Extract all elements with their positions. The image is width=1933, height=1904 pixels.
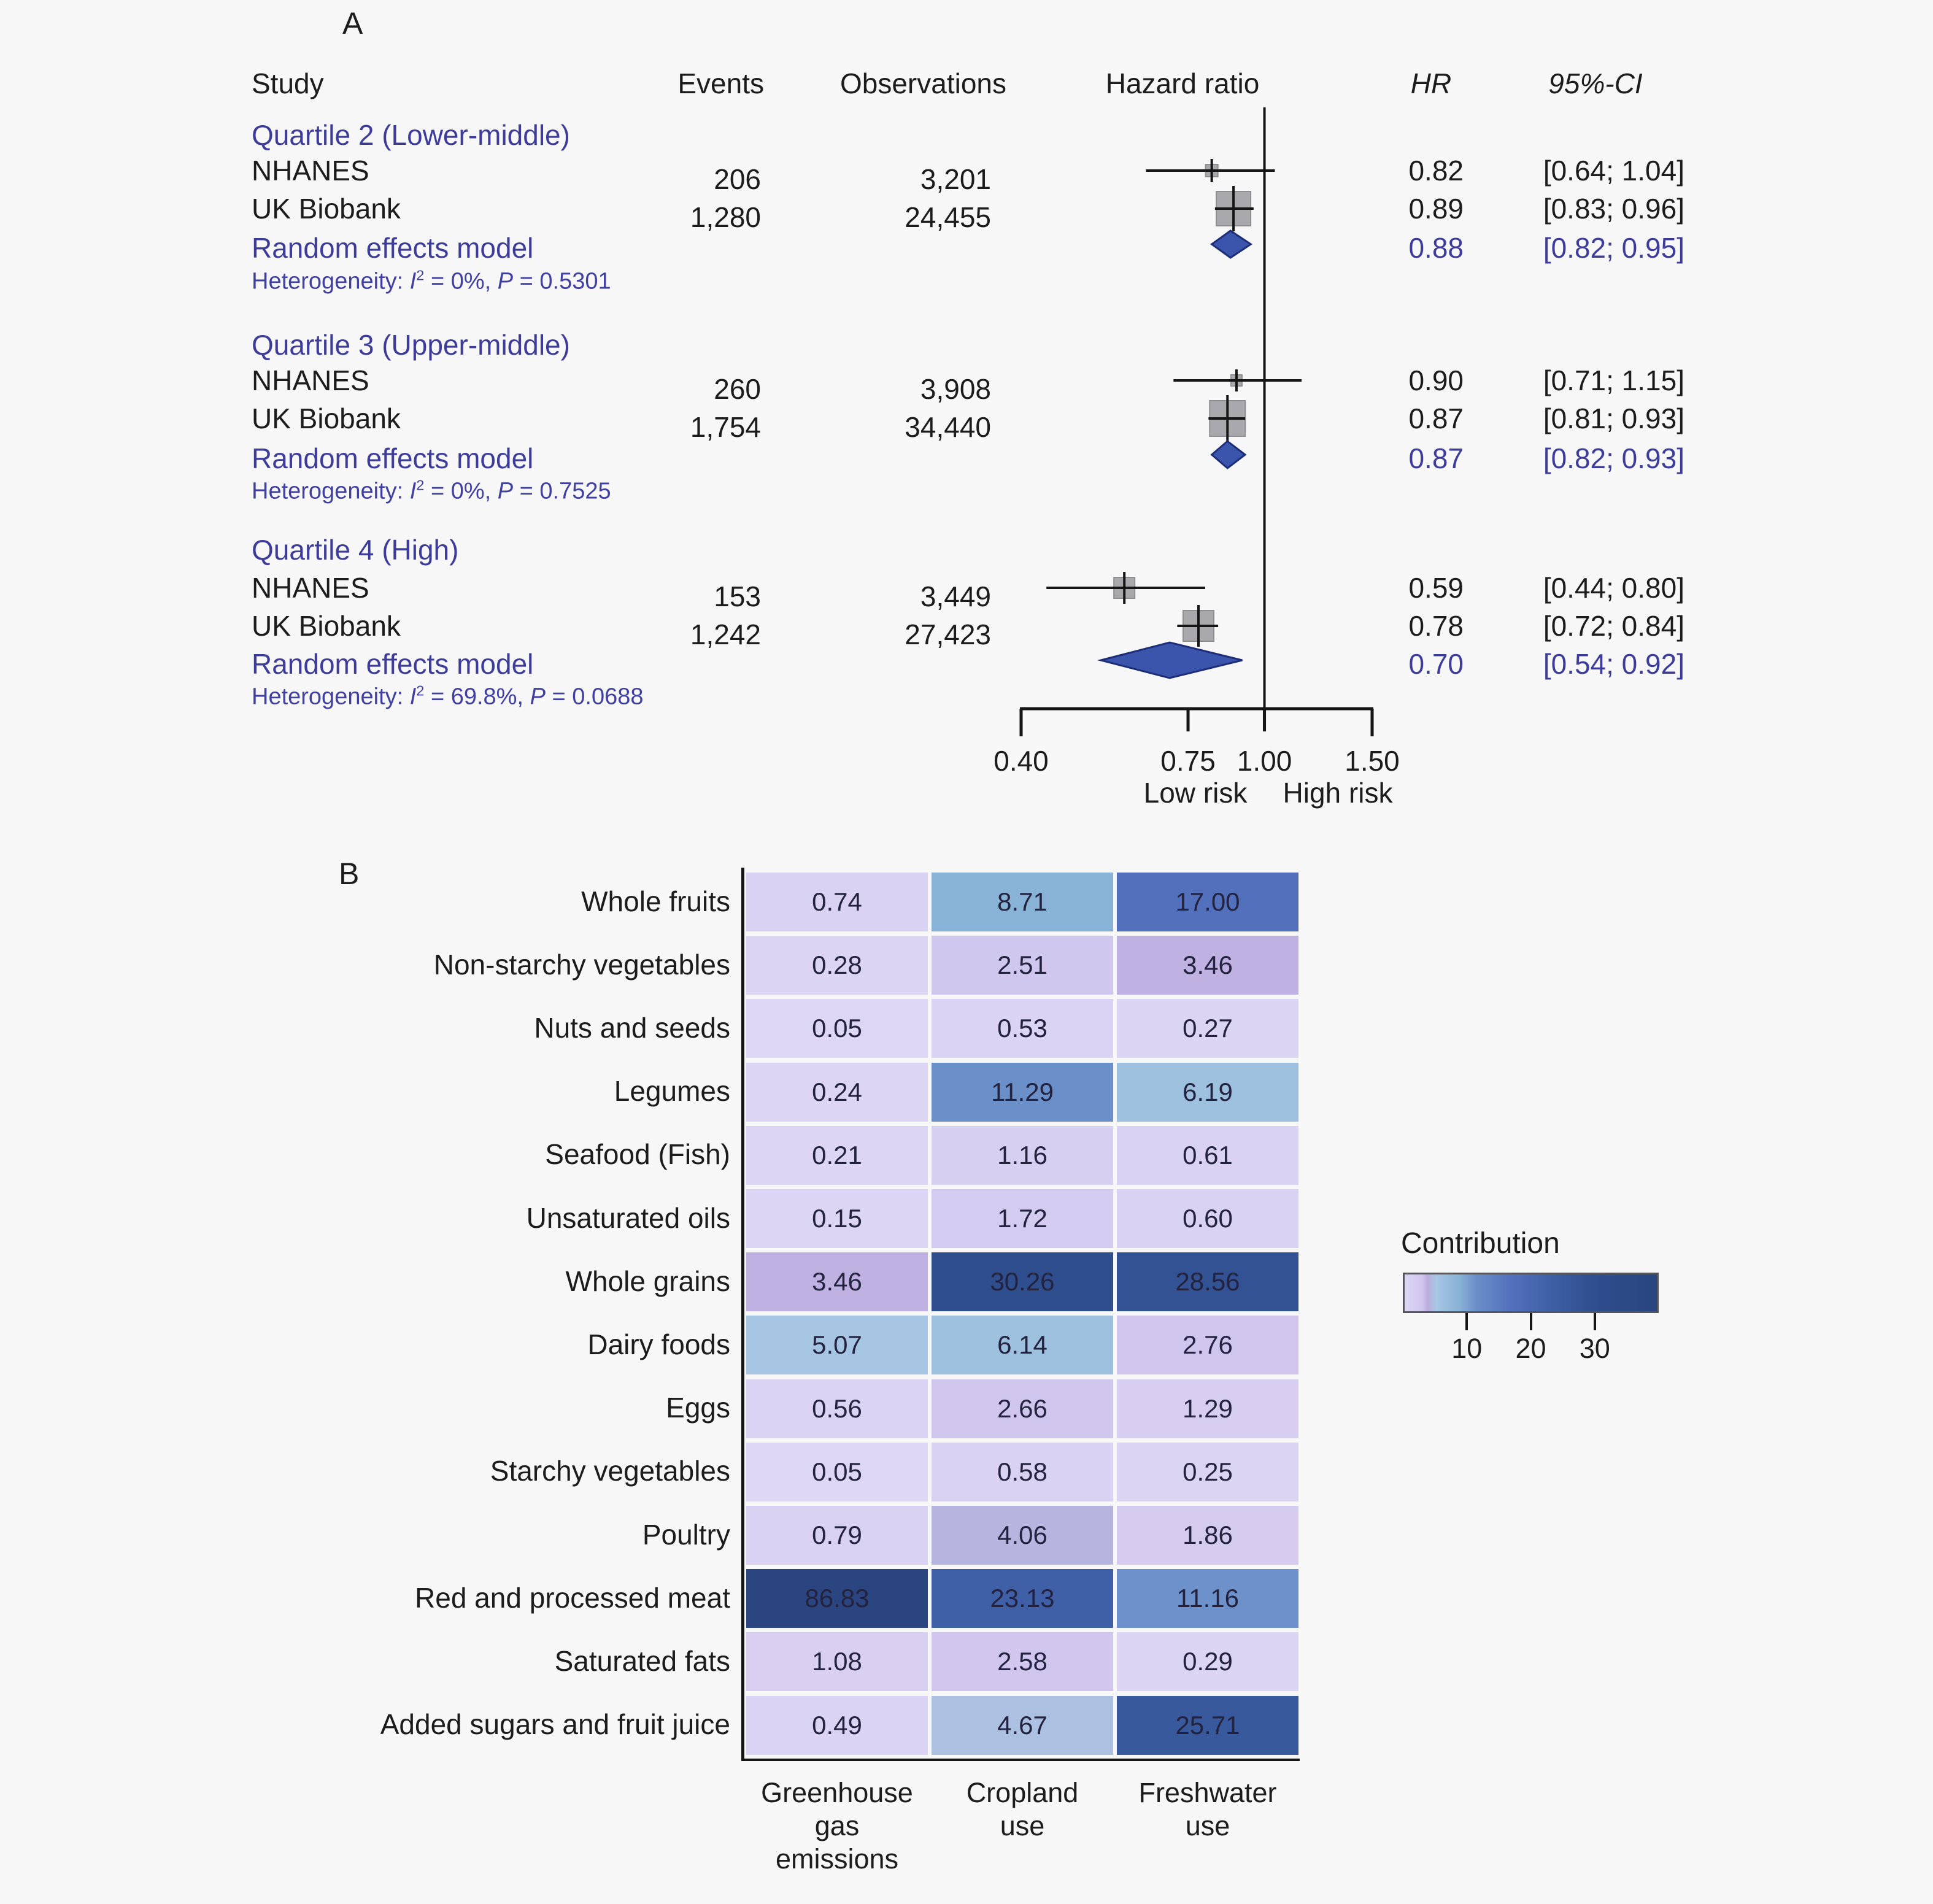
heatmap-cell: 0.58: [932, 1443, 1113, 1501]
heatmap-cell: 0.21: [746, 1126, 928, 1185]
study-hr-value: 0.87: [1408, 402, 1464, 434]
heatmap-column-label: Cropland: [966, 1777, 1079, 1808]
heatmap-cell: 2.66: [932, 1379, 1113, 1438]
pooled-hr-value: 0.88: [1408, 231, 1464, 264]
heatmap-cell: 0.05: [746, 999, 928, 1058]
study-name: NHANES: [252, 571, 369, 604]
study-events: 1,754: [690, 410, 761, 443]
heterogeneity-token: 0%: [450, 478, 485, 504]
pooled-name: Random effects model: [252, 442, 534, 474]
heatmap-row-label: Poultry: [642, 1518, 730, 1551]
heatmap-row-label: Starchy vegetables: [490, 1455, 730, 1487]
heterogeneity-token: 0%: [450, 268, 485, 295]
x-axis-tick-label: 1.00: [1237, 744, 1292, 777]
heatmap-cell: 2.58: [932, 1632, 1113, 1691]
heterogeneity-text: [252, 478, 611, 504]
pooled-diamond: [1212, 441, 1245, 468]
pooled-hr-value: 0.70: [1408, 647, 1464, 680]
heatmap-column-label: Freshwater: [1138, 1777, 1277, 1808]
study-ci-value: [0.64; 1.04]: [1543, 154, 1684, 187]
heatmap-x-axis-line: [741, 1759, 1300, 1761]
heatmap-cell: 0.53: [932, 999, 1113, 1058]
study-hr-value: 0.59: [1408, 571, 1464, 604]
heatmap-row-label: Seafood (Fish): [545, 1138, 730, 1171]
group-title: Quartile 2 (Lower-middle): [252, 118, 570, 151]
legend-tick-mark: [1594, 1313, 1596, 1330]
study-ci-value: [0.44; 0.80]: [1543, 571, 1684, 604]
column-header-hr: HR: [1410, 67, 1452, 99]
study-hr-value: 0.90: [1408, 364, 1464, 396]
x-axis-tick-label: 0.75: [1160, 744, 1216, 777]
heatmap-column-label: use: [1185, 1810, 1230, 1841]
heatmap-cell: 1.72: [932, 1189, 1113, 1248]
heterogeneity-token: ,: [484, 478, 498, 504]
column-header-events: Events: [677, 67, 764, 99]
pooled-diamond: [1101, 642, 1243, 678]
heatmap-cell: 4.06: [932, 1506, 1113, 1565]
x-axis-tick-label: 0.40: [994, 744, 1049, 777]
pooled-name: Random effects model: [252, 231, 534, 264]
heterogeneity-token: 0.5301: [539, 268, 611, 295]
heterogeneity-token: =: [513, 268, 540, 295]
heatmap-column-label: Greenhouse: [761, 1777, 913, 1808]
group-title: Quartile 3 (Upper-middle): [252, 328, 570, 361]
study-name: UK Biobank: [252, 192, 401, 225]
heterogeneity-token: P: [497, 268, 514, 295]
heatmap-column-label: use: [1000, 1810, 1045, 1841]
heterogeneity-token: 0.0688: [572, 684, 644, 710]
heatmap-cell: 3.46: [746, 1252, 928, 1311]
risk-label-high: High risk: [1283, 776, 1393, 809]
study-observations: 27,423: [905, 618, 991, 650]
group-title: Quartile 4 (High): [252, 533, 459, 566]
study-observations: 3,201: [920, 163, 991, 195]
heatmap-cell: 28.56: [1117, 1252, 1298, 1311]
column-header-hazard-ratio: Hazard ratio: [1105, 67, 1260, 99]
study-ci-value: [0.81; 0.93]: [1543, 402, 1684, 434]
heterogeneity-token: Heterogeneity:: [252, 268, 410, 295]
heatmap-cell: 0.25: [1117, 1443, 1298, 1501]
heatmap-row-label: Red and processed meat: [415, 1581, 730, 1614]
heatmap-cell: 0.74: [746, 873, 928, 931]
heatmap-row-label: Nuts and seeds: [534, 1012, 730, 1044]
heatmap-cell: 11.16: [1117, 1569, 1298, 1628]
heatmap-cell: 0.29: [1117, 1632, 1298, 1691]
heatmap-cell: 3.46: [1117, 936, 1298, 995]
legend-tick-label: 20: [1515, 1333, 1546, 1364]
heatmap-cell: 4.67: [932, 1696, 1113, 1755]
study-hr-value: 0.78: [1408, 609, 1464, 642]
heatmap-row-label: Whole fruits: [581, 885, 730, 917]
heterogeneity-token: Heterogeneity:: [252, 478, 410, 504]
study-observations: 34,440: [905, 410, 991, 443]
study-observations: 3,908: [920, 372, 991, 405]
heterogeneity-token: =: [424, 684, 451, 710]
heatmap-row-label: Eggs: [666, 1392, 730, 1424]
study-name: UK Biobank: [252, 402, 401, 434]
study-observations: 3,449: [920, 580, 991, 612]
heatmap-cell: 0.15: [746, 1189, 928, 1248]
panel-a-label: A: [342, 6, 363, 40]
legend-colorbar: [1403, 1273, 1659, 1313]
study-hr-value: 0.82: [1408, 154, 1464, 187]
study-events: 153: [714, 580, 761, 612]
heatmap-cell: 0.61: [1117, 1126, 1298, 1185]
x-axis-tick-label: 1.50: [1345, 744, 1400, 777]
heatmap-row-label: Non-starchy vegetables: [433, 948, 730, 981]
study-name: NHANES: [252, 364, 369, 396]
study-ci-value: [0.71; 1.15]: [1543, 364, 1684, 396]
heatmap-row-label: Whole grains: [565, 1265, 730, 1297]
heatmap-cell: 2.51: [932, 936, 1113, 995]
heterogeneity-token: =: [424, 478, 451, 504]
heatmap-cell: 0.27: [1117, 999, 1298, 1058]
legend-tick-label: 10: [1451, 1333, 1483, 1364]
heatmap-row-label: Added sugars and fruit juice: [380, 1708, 730, 1741]
heatmap-cell: 0.49: [746, 1696, 928, 1755]
heatmap-cell: 86.83: [746, 1569, 928, 1628]
heatmap-cell: 23.13: [932, 1569, 1113, 1628]
heterogeneity-token: ,: [517, 684, 530, 710]
study-name: NHANES: [252, 154, 369, 187]
study-events: 206: [714, 163, 761, 195]
risk-label-low: Low risk: [1143, 776, 1248, 809]
heatmap-cell: 2.76: [1117, 1316, 1298, 1374]
heterogeneity-token: 0.7525: [539, 478, 611, 504]
pooled-name: Random effects model: [252, 647, 534, 680]
pooled-hr-value: 0.87: [1408, 442, 1464, 474]
heterogeneity-token: I: [409, 478, 417, 504]
heatmap-cell: 17.00: [1117, 873, 1298, 931]
heatmap-row-label: Legumes: [614, 1075, 730, 1108]
legend-title: Contribution: [1401, 1227, 1560, 1260]
legend-tick-mark: [1530, 1313, 1532, 1330]
heatmap-cell: 8.71: [932, 873, 1113, 931]
heatmap-cell: 1.86: [1117, 1506, 1298, 1565]
heterogeneity-token: 2: [416, 267, 425, 283]
legend-tick-label: 30: [1579, 1333, 1610, 1364]
heatmap-cell: 0.28: [746, 936, 928, 995]
heterogeneity-token: I: [409, 268, 417, 295]
pooled-ci-value: [0.82; 0.95]: [1543, 231, 1684, 264]
study-observations: 24,455: [905, 201, 991, 233]
heatmap-y-axis-line: [741, 868, 744, 1761]
study-name: UK Biobank: [252, 609, 401, 642]
pooled-ci-value: [0.54; 0.92]: [1543, 647, 1684, 680]
legend-tick-mark: [1465, 1313, 1468, 1330]
study-hr-value: 0.89: [1408, 192, 1464, 225]
column-header-study: Study: [252, 67, 324, 99]
heterogeneity-token: 2: [416, 682, 425, 699]
column-header-ci: 95%-CI: [1548, 67, 1643, 99]
heatmap-row-label: Dairy foods: [587, 1328, 730, 1360]
study-ci-value: [0.72; 0.84]: [1543, 609, 1684, 642]
heatmap-column-label: gas: [814, 1810, 860, 1841]
heatmap-cell: 1.29: [1117, 1379, 1298, 1438]
heterogeneity-token: =: [545, 684, 573, 710]
heterogeneity-text: [252, 268, 611, 295]
heterogeneity-token: P: [497, 478, 514, 504]
heatmap-cell: 25.71: [1117, 1696, 1298, 1755]
heterogeneity-token: 2: [416, 477, 425, 493]
heterogeneity-token: =: [424, 268, 451, 295]
heterogeneity-text: [252, 684, 643, 710]
panel-b-label: B: [339, 856, 360, 891]
heatmap-cell: 1.08: [746, 1632, 928, 1691]
pooled-ci-value: [0.82; 0.93]: [1543, 442, 1684, 474]
study-events: 260: [714, 372, 761, 405]
heatmap-cell: 1.16: [932, 1126, 1113, 1185]
heterogeneity-token: ,: [484, 268, 498, 295]
study-events: 1,242: [690, 618, 761, 650]
heatmap-cell: 0.60: [1117, 1189, 1298, 1248]
heterogeneity-token: Heterogeneity:: [252, 684, 410, 710]
heatmap-cell: 0.56: [746, 1379, 928, 1438]
heterogeneity-token: I: [409, 684, 417, 710]
heatmap-cell: 6.19: [1117, 1063, 1298, 1122]
heatmap-cell: 0.79: [746, 1506, 928, 1565]
heatmap-cell: 0.24: [746, 1063, 928, 1122]
heatmap-cell: 30.26: [932, 1252, 1113, 1311]
pooled-diamond: [1212, 231, 1251, 258]
heatmap-row-label: Saturated fats: [554, 1645, 730, 1677]
heterogeneity-token: 69.8%: [450, 684, 517, 710]
heatmap-cell: 11.29: [932, 1063, 1113, 1122]
heatmap-cell: 0.05: [746, 1443, 928, 1501]
study-ci-value: [0.83; 0.96]: [1543, 192, 1684, 225]
heterogeneity-token: P: [530, 684, 546, 710]
column-header-observations: Observations: [839, 67, 1006, 99]
heatmap-column-label: emissions: [775, 1843, 899, 1875]
heatmap-cell: 6.14: [932, 1316, 1113, 1374]
heatmap-cell: 5.07: [746, 1316, 928, 1374]
study-events: 1,280: [690, 201, 761, 233]
heatmap-row-label: Unsaturated oils: [526, 1201, 730, 1234]
heterogeneity-token: =: [513, 478, 540, 504]
